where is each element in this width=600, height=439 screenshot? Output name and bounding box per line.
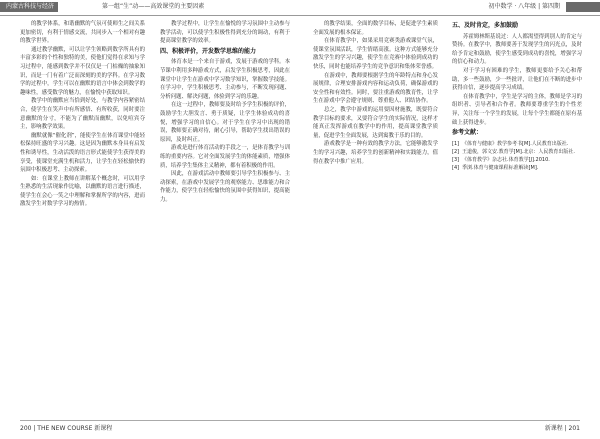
paragraph: 游戏教学是一种有效的教学方法，它能够激发学生的学习兴趣，培养学生的创新精神和实践能力，值得在教学中推广应用。 bbox=[313, 141, 438, 165]
paragraph: 通过教学幽默，可以让学生领略到数学所具有的丰富多彩的个性和独特的美，使他们觉得在求知与学习过程中，能感到数学并不仅仅是一门枯燥的抽象知识，而是一门有着广泛而深刻的美的学科。在学习数学的过程中，学生可以在幽默的语言中体会到数学的趣味性，感受数学的魅力，在愉悦中获取知识。 bbox=[20, 46, 145, 96]
reference-number: [3] bbox=[452, 156, 460, 163]
reference-item bbox=[452, 148, 582, 156]
reference-item bbox=[452, 156, 582, 164]
paragraph: 因此，在游戏活动中教师要引导学生积极参与、主动探索，在游戏中发展学生的观察能力、思维能力和合作能力，使学生在轻松愉快的氛围中获得知识，提高能力。 bbox=[160, 171, 290, 203]
section-heading: 四、积极评价，开发数学思维的能力 bbox=[160, 47, 257, 55]
paragraph: 如：在课堂上教师在讲解某个概念时，可以用学生熟悉的生活现象作比喻，以幽默的语言进行描述，使学生在会心一笑之中理解和掌握所学的内容，进而激发学生对数学学习的热情。 bbox=[20, 175, 145, 208]
reference-text: 《体育教学》杂志社.体育教学[J].2010. bbox=[462, 156, 550, 163]
footer-left: 200 | THE NEW COURSE 新课程 bbox=[20, 425, 113, 432]
section-heading: 参考文献： bbox=[452, 129, 483, 137]
paragraph: 在游戏中，教师要根据学生的年龄特点和身心发展规律，合理安排游戏内容和运动负荷，确保游戏的安全性和有效性。同时，要注重游戏的教育性，让学生在游戏中学会遵守规则、尊重他人、团结协作。 bbox=[313, 72, 438, 105]
paragraph: 幽默就像“催化剂”，能使学生在体育课堂中能轻松保持旺盛的学习兴趣。这是因为幽默本身具有启发性和诱导性，生动活泼的语言形式能使学生获得美的享受，使课堂充满生机和活力，让学生在轻松愉快的氛围中积极思考、主动探索。 bbox=[20, 132, 145, 174]
reference-item bbox=[452, 164, 582, 172]
paragraph: 的教学结果，全面的数学目标，是促进学生素质全面发展的根本保证。 bbox=[313, 21, 438, 36]
paragraph: 总之，教学中游戏的运用要因材施教，既要符合教学目标的要求，又要符合学生的实际情况，这样才能真正发挥游戏在教学中的作用，提高课堂教学质量，促进学生全面发展，达到寓教于乐的目的。 bbox=[313, 106, 438, 139]
reference-number: [2] bbox=[452, 148, 460, 155]
page-header bbox=[0, 0, 600, 14]
text-column-3 bbox=[313, 20, 438, 166]
header-right-bar bbox=[566, 2, 600, 12]
paragraph: 苏霍姆林斯基说过：人人都渴望得到别人的肯定与赞扬。在教学中，教师要善于发现学生的闪光点，及时给予肯定和鼓励，使学生感受到成功的喜悦，增强学习的信心和动力。 bbox=[452, 33, 582, 66]
paragraph: 对于学习有困难的学生，教师更要给予关心和帮助，多一些鼓励，少一些批评，让他们在不断的进步中获得自信，逐步提高学习成绩。 bbox=[452, 67, 582, 92]
header-right-title: 初中数学 · 八年级 | 第四期 bbox=[488, 3, 560, 10]
paragraph: 游戏是进行体育活动的手段之一，是体育教学与训练的重要内容。它对全面发展学生的体能素质，增强体质，培养学生集体主义精神，都有着积极的作用。 bbox=[160, 145, 290, 169]
reference-text: 王道俊，郭文安.教育学[M].北京：人民教育出版社. bbox=[462, 148, 575, 155]
footer-divider bbox=[20, 420, 580, 421]
paragraph: 在这一过程中，教师要及时给予学生积极的评价，鼓励学生大胆发言、勇于质疑，让学生体验成功的喜悦，增强学习的自信心。对于学生在学习中出现的错误，教师要正确对待，耐心引导，帮助学生找出错误的原因，及时纠正。 bbox=[160, 102, 290, 143]
reference-text: 季浏.体育与健康课程标准解读[M]. bbox=[462, 164, 539, 171]
header-left-title: 第一组“生”动——高效课堂的主要因素 bbox=[102, 3, 205, 10]
footer-right: 新课程 | 201 bbox=[544, 425, 580, 432]
text-column-2 bbox=[160, 20, 290, 204]
section-heading: 五、及时肯定，多加鼓励 bbox=[452, 22, 519, 29]
reference-number: [4] bbox=[452, 164, 460, 171]
reference-number: [1] bbox=[452, 140, 460, 147]
reference-text: 《体育与健康》教学参考书[M].人民教育出版社. bbox=[462, 140, 569, 147]
text-column-1 bbox=[20, 20, 145, 209]
paragraph: 教学中的幽默应当恰到好处，与教学内容紧密结合，使学生在笑声中有所感悟、有所收获，同时要注意幽默的分寸，不能为了幽默而幽默，以免喧宾夺主，影响教学效果。 bbox=[20, 98, 145, 131]
header-divider bbox=[0, 15, 600, 16]
page-footer bbox=[0, 420, 600, 439]
reference-item bbox=[452, 140, 582, 148]
paragraph: 教学过程中，让学生在愉悦的学习氛围中主动参与教学活动，可以使学生积极性得到充分的调动，有利于提高课堂教学的效率。 bbox=[160, 21, 290, 45]
header-tag: 内蒙古科技与经济 bbox=[0, 2, 58, 12]
paragraph: 在体育教学中，如果采用竞赛类游戏课堂气氛，使课堂氛围活跃，学生情绪高涨。这种方式能够充分激发学生的学习兴趣，使学生在竞赛中体验到成功的快乐，同时也能培养学生的竞争意识和集体荣誉感。 bbox=[313, 38, 438, 70]
text-column-4 bbox=[452, 20, 582, 172]
paragraph: 的教学体系，和谐幽默的气氛可使师生之间关系更加密切，有利于情感交流，共同步入一个相对有趣的教学世界。 bbox=[20, 21, 145, 45]
paragraph: 体育本是一个来自于游戏，发展于游戏的学科。本节课中利用多种游戏方式，启发学生积极思考，因此在课堂中让学生在游戏中学习数学知识，掌握数学技能。在学习中，学生积极思考、主动参与，不断发现问题、分析问题、解决问题，体验到学习的乐趣。 bbox=[160, 59, 290, 100]
paragraph: 在体育教学中，学生是学习的主体，教师是学习的组织者、引导者和合作者。教师要尊重学生的个性差异，关注每一个学生的发展，让每个学生都能在原有基础上获得进步。 bbox=[452, 93, 582, 126]
